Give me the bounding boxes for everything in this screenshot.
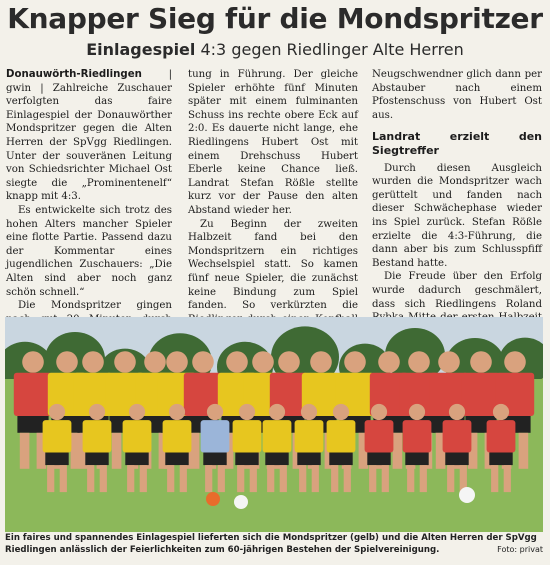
- back-row-player-head: [166, 351, 188, 373]
- back-row-player-head: [144, 351, 166, 373]
- article-column-1: [6, 68, 172, 353]
- front-row-player-leg-right: [504, 465, 511, 492]
- front-row-player-head: [371, 404, 387, 420]
- front-row-player-leg-right: [250, 465, 257, 492]
- front-row-player-head: [89, 404, 105, 420]
- front-row-player-shorts: [489, 453, 512, 466]
- front-row-player-shorts: [265, 453, 288, 466]
- front-row-player-head: [269, 404, 285, 420]
- byline: | gwin |: [6, 69, 172, 94]
- front-row-player-leg-left: [491, 465, 498, 492]
- front-row-player-leg-right: [180, 465, 187, 492]
- ball: [206, 492, 220, 506]
- back-row-player-head: [470, 351, 492, 373]
- photo-credit: Foto: privat: [497, 545, 543, 554]
- front-row-player-shirt: [201, 420, 230, 452]
- front-row-player-shirt: [83, 420, 112, 452]
- front-row-player-leg-right: [280, 465, 287, 492]
- back-row-player-shirt: [14, 373, 52, 416]
- front-row-player-leg-right: [60, 465, 67, 492]
- front-row-player-shorts: [367, 453, 390, 466]
- front-row-player-leg-right: [344, 465, 351, 492]
- front-row-player-shirt: [327, 420, 356, 452]
- team-photo: [5, 317, 543, 532]
- front-row-player-head: [169, 404, 185, 420]
- front-row-player-leg-left: [447, 465, 454, 492]
- paragraph-7: Durch diesen Ausgleich wurden die Mondspritzer wach gerüttelt und fanden nach dieser Schwächephase wieder ins Spiel zurück. Stefan Rößle erzielte die 4:3-Führung, die dann aber bis zum Schlusspfiff Bestand hatte.: [372, 162, 542, 269]
- front-row-player-shirt: [487, 420, 516, 452]
- back-row-player-head: [438, 351, 460, 373]
- back-row-player-leg-right: [519, 433, 529, 469]
- back-row-player-head: [252, 351, 274, 373]
- front-row-player-shorts: [125, 453, 148, 466]
- back-row-player-head: [408, 351, 430, 373]
- front-row-player-shirt: [443, 420, 472, 452]
- front-row-player-shorts: [85, 453, 108, 466]
- subheadline-rest: 4:3 gegen Riedlinger Alte Herren: [195, 40, 464, 59]
- front-row-player-head: [207, 404, 223, 420]
- paragraph-8: Die Freude über den Erfolg wurde dadurch geschmälert, dass sich Riedlingens Roland: [372, 271, 542, 310]
- headline: Knapper Sieg für die Mondspritzer: [7, 2, 543, 35]
- front-row-player-leg-left: [127, 465, 134, 492]
- back-row-player-head: [82, 351, 104, 373]
- front-row-player-head: [493, 404, 509, 420]
- front-row-player-head: [49, 404, 65, 420]
- front-row-player-leg-left: [47, 465, 54, 492]
- crosshead: Landrat erzielt den Siegtreffer: [372, 130, 542, 157]
- front-row-player-leg-left: [299, 465, 306, 492]
- front-row-player-head: [333, 404, 349, 420]
- back-row-player-head: [504, 351, 526, 373]
- front-row-player-head: [449, 404, 465, 420]
- front-row-player-shirt: [263, 420, 292, 452]
- back-row-player-head: [310, 351, 332, 373]
- paragraph-3: Die Mondspritzer gingen: [18, 300, 172, 312]
- front-row-player-leg-left: [331, 465, 338, 492]
- front-row-player-leg-right: [382, 465, 389, 492]
- front-row-player-shorts: [405, 453, 428, 466]
- ball: [459, 487, 475, 503]
- paragraph-1: Zahlreiche Zuschauer verfolgten das faire Einlagespiel der Donauwörther Mondspritzer gegen die Alten Herren der SpVgg Riedlingen. Unter der souveränen Leitung von Schiedsrichter Michael Ost siegte die „Prominentenelf“ knapp mit 4:3.: [6, 82, 172, 203]
- back-row-player-leg-right: [71, 433, 81, 469]
- front-row-player-leg-right: [420, 465, 427, 492]
- back-row-player-leg-right: [393, 433, 403, 469]
- back-row-player-leg-left: [20, 433, 30, 469]
- front-row-player-leg-left: [267, 465, 274, 492]
- front-row-player-shirt: [403, 420, 432, 452]
- subheadline-bold: Einlagespiel: [86, 40, 196, 59]
- back-row-player-head: [344, 351, 366, 373]
- front-row-player-shorts: [329, 453, 352, 466]
- front-row-player-head: [129, 404, 145, 420]
- front-row-player-shirt: [233, 420, 262, 452]
- back-row-player-head: [278, 351, 300, 373]
- ball: [234, 495, 248, 509]
- front-row-player-leg-right: [218, 465, 225, 492]
- back-row-player-head: [22, 351, 44, 373]
- front-row-player-shorts: [165, 453, 188, 466]
- paragraph-2: Es entwickelte sich trotz des hohen Alters mancher Spieler eine flotte Partie. Passend dazu der Kommentar eines jugendlichen Zuschauers: „Die Alten sind aber noch ganz schön schnell.“: [6, 204, 172, 298]
- front-row-player-shirt: [43, 420, 72, 452]
- paragraph-4: tung in Führung. Der gleiche Spieler erhöhte fünf Minuten später mit einem fulminanten Schuss ins rechte obere Eck auf 2:0. Es dauerte nicht lange, ehe Riedlingens Hubert Ost mit einem Drehschuss Hubert Eberle keine Chance ließ. Landrat Stefan Rößle stellte kurz vor der Pause den alten Abstand wieder her.: [188, 69, 358, 216]
- front-row-player-shorts: [203, 453, 226, 466]
- front-row-player-leg-left: [167, 465, 174, 492]
- dateline: Donauwörth-Riedlingen: [6, 69, 142, 80]
- front-row-player-head: [301, 404, 317, 420]
- front-row-player-head: [409, 404, 425, 420]
- team-photo-illustration: [5, 317, 543, 532]
- front-row-player-leg-right: [100, 465, 107, 492]
- photo-caption: Ein faires und spannendes Einlagespiel lieferten sich die Mondspritzer (gelb) und die Alten Herren der SpVgg Riedlingen anlässlich der Feierlichkeiten zum 60-jährigen Bestehen der Spielvereinigung.: [5, 533, 537, 555]
- subheadline: [0, 40, 550, 60]
- front-row-player-shirt: [123, 420, 152, 452]
- front-row-player-head: [239, 404, 255, 420]
- front-row-player-leg-right: [140, 465, 147, 492]
- back-row-player-head: [378, 351, 400, 373]
- front-row-player-leg-left: [87, 465, 94, 492]
- back-row-player-head: [114, 351, 136, 373]
- back-row-player-leg-left: [112, 433, 122, 469]
- front-row-player-shirt: [295, 420, 324, 452]
- front-row-player-shirt: [163, 420, 192, 452]
- front-row-player-leg-left: [407, 465, 414, 492]
- back-row-player-head: [226, 351, 248, 373]
- back-row-player-head: [192, 351, 214, 373]
- front-row-player-leg-left: [237, 465, 244, 492]
- front-row-player-leg-left: [369, 465, 376, 492]
- front-row-player-shorts: [45, 453, 68, 466]
- front-row-player-shorts: [445, 453, 468, 466]
- front-row-player-leg-right: [312, 465, 319, 492]
- paragraph-6: Neugschwendner glich dann per Abstauber nach einem Pfostenschuss von Hubert Ost aus.: [372, 69, 542, 121]
- paragraph-5: Zu Beginn der zweiten Halbzeit fand bei den Mondspritzern ein richtiges Wechselspiel statt. So kamen fünf neue Spieler, die zunächst keine Bindung zum Spiel fanden. So verkürzten die: [188, 218, 358, 312]
- front-row-player-shorts: [297, 453, 320, 466]
- back-row-player-head: [56, 351, 78, 373]
- front-row-player-shirt: [365, 420, 394, 452]
- front-row-player-shorts: [235, 453, 258, 466]
- front-row-player-leg-left: [205, 465, 212, 492]
